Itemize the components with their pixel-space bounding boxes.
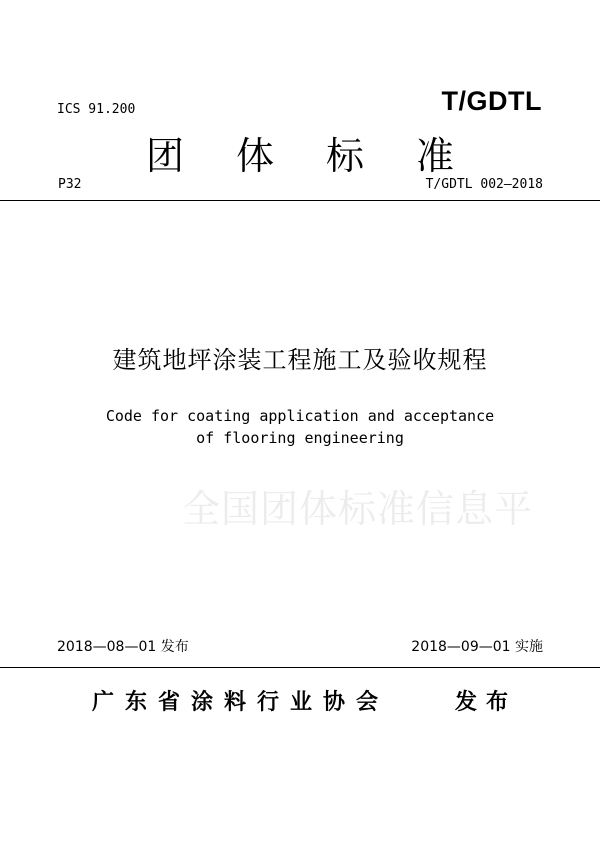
english-title-line-1: Code for coating application and acceptance: [105, 407, 495, 425]
classification-code: P32: [58, 177, 82, 192]
issue-date: 2018—08—01 发布: [57, 639, 189, 655]
publisher-name: 广东省涂料行业协会: [92, 689, 390, 715]
standard-number: T/GDTL 002—2018: [425, 177, 543, 192]
watermark: 全国团体标准信息平: [182, 487, 534, 531]
top-divider: [0, 200, 600, 201]
chinese-title: 建筑地坪涂装工程施工及验收规程: [112, 346, 488, 374]
category-title: 团体标准: [146, 134, 507, 178]
bottom-divider: [0, 667, 600, 668]
publish-label: 发布: [455, 689, 518, 715]
english-title-line-2: of flooring engineering: [196, 429, 404, 447]
english-title: [0, 405, 600, 449]
standard-code: T/GDTL: [441, 86, 542, 116]
implementation-date: 2018—09—01 实施: [411, 639, 543, 655]
ics-code: ICS 91.200: [57, 102, 136, 117]
